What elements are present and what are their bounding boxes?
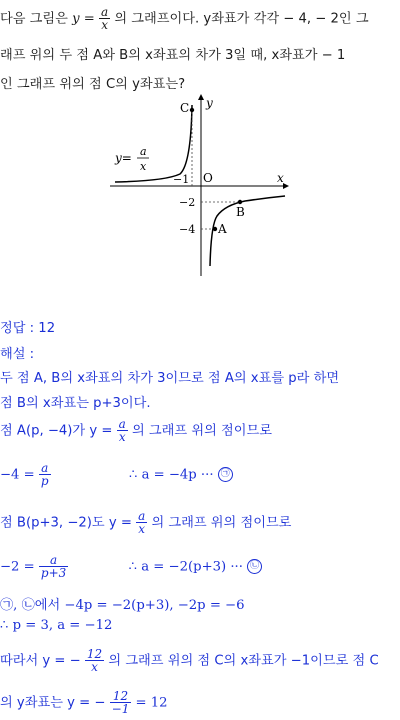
solution-line-5 [0,510,400,535]
fraction-numerator: 12 [86,647,103,661]
solution-line-2: 점 B의 x좌표는 p+3이다. [0,396,151,411]
solution-text: 의 y좌표는 y = − [0,695,106,711]
label-x-axis: x [277,171,284,185]
fraction-denominator: x [118,430,126,444]
label-point-C: C [180,101,190,115]
question-line-2: 래프 위의 두 점 A와 B의 x좌표의 차가 3일 때, x좌표가 − 1 [0,48,346,63]
point-B [238,200,242,204]
mark-circle-2: ㉡ [247,559,262,574]
solution-line-9 [0,648,400,673]
equation-rhs: ∴ a = −4p ··· [128,467,218,483]
solution-line-6 [0,554,400,579]
question-text: 다음 그림은 [0,11,68,27]
question-line-3: 인 그래프 위의 점 C의 y좌표는? [0,77,186,92]
explanation-header: 해설 : [0,347,35,362]
graph-equation-denominator: x [140,160,147,173]
solution-line-1: 두 점 A, B의 x좌표의 차가 3이므로 점 A의 x표를 p라 하면 [0,371,340,386]
label-point-B: B [236,205,245,219]
equation-rhs: ∴ a = −2(p+3) ··· [128,559,248,575]
label-point-A: A [218,222,227,236]
fraction-numerator: a [39,554,68,567]
label-neg1: −1 [173,173,190,186]
equation-lhs: −2 = [0,559,35,575]
solution-text: 점 B(p+3, −2)도 y = [0,515,132,531]
equation-lhs: y = [72,11,95,27]
y-axis-arrow [198,94,204,100]
equation-lhs: −4 = [0,467,35,483]
x-axis-arrow [283,183,289,189]
fraction-denominator: p+3 [40,566,67,580]
hyperbola-graph [105,90,295,280]
fraction-a-over-x [99,6,110,31]
fraction-numerator: a [101,5,109,19]
point-C [190,108,194,112]
fraction-numerator: a [39,462,51,475]
fraction-a-over-x [136,510,147,535]
answer-line: 정답 : 12 [0,321,56,336]
fraction-denominator: x [138,522,146,536]
label-neg2: −2 [179,196,196,209]
fraction-numerator: 12 [110,690,132,703]
graph-equation-numerator: a [140,145,147,158]
graph-equation-lhs: y= [115,151,132,165]
fraction-a-over-p [39,462,51,487]
solution-line-4 [0,462,400,487]
fraction-denominator: p [40,474,49,488]
mark-circle-1: ㉠ [218,467,233,482]
solution-text: = 12 [135,695,168,711]
fraction-denominator: −1 [111,702,130,716]
fraction-12-over-x [85,648,104,673]
solution-text: 의 그래프 위의 점 C의 x좌표가 −1이므로 점 C [108,653,379,669]
fraction-denominator: x [91,660,98,674]
fraction-12-over-neg1 [110,690,132,715]
solution-line-10 [0,690,400,715]
solution-line-7: ㉠, ㉡에서 −4p = −2(p+3), −2p = −6 [0,598,245,613]
question-text: 의 그래프이다. [114,11,200,27]
question-text: y좌표가 각각 − 4, − 2인 그 [203,11,369,27]
fraction-denominator: x [101,18,108,32]
label-neg4: −4 [179,223,196,236]
label-origin: O [203,171,213,185]
solution-text: 의 그래프 위의 점이므로 [131,423,272,439]
fraction-numerator: a [118,417,126,431]
label-y-axis: y [206,96,213,110]
point-A [213,227,217,231]
fraction-a-over-x [117,418,128,443]
solution-text: 점 A(p, −4)가 y = [0,423,113,439]
fraction-a-over-p-plus-3 [39,554,68,579]
solution-text: 의 그래프 위의 점이므로 [151,515,292,531]
question-line-1 [0,6,400,31]
solution-text: 따라서 y = − [0,653,81,669]
curve-branch-left [115,105,192,182]
solution-line-8: ∴ p = 3, a = −12 [0,618,113,633]
solution-line-3 [0,418,400,443]
fraction-numerator: a [138,509,146,523]
